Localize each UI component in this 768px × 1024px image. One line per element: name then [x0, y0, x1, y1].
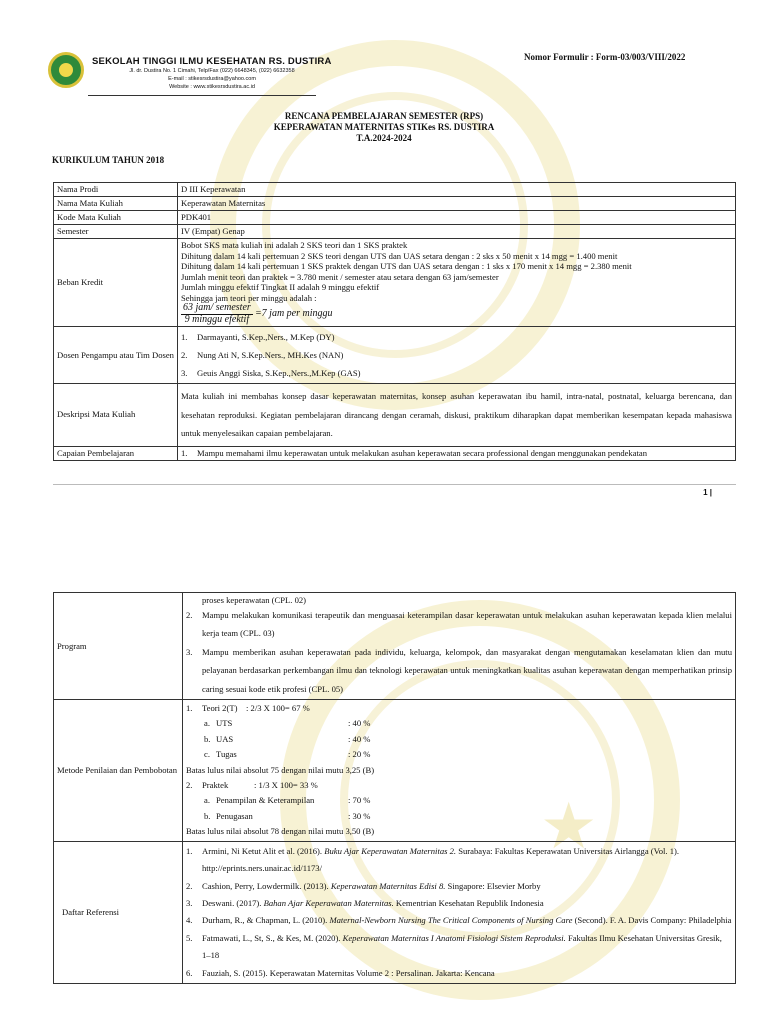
form-number: Nomor Formulir : Form-03/003/VIII/2022 [524, 52, 686, 62]
teori-item: b. UAS : 40 % [204, 733, 371, 744]
beban-line: Jumlah menit teori dan praktek = 3.780 menit / semester atau setara dengan 63 jam/semester [181, 271, 499, 282]
list-item: 1. Darmayanti, S.Kep.,Ners., M.Kep (DY) [181, 332, 335, 342]
capaian-cell: 1. Mampu memahami ilmu keperawatan untuk melakukan asuhan keperawatan secara professional dengan menggunakan pendekatan [178, 446, 736, 460]
capaian-item: Mampu memahami ilmu keperawatan untuk melakukan asuhan keperawatan secara professional dengan menggunakan pendekatan [197, 447, 648, 458]
praktek-item: b. Penugasan : 30 % [204, 810, 371, 821]
watermark-star-icon: ★ [540, 790, 598, 864]
table-row [54, 593, 736, 700]
beban-line: Dihitung dalam 14 kali pertemuan 1 SKS praktek dengan UTS dan UAS setara dengan : 1 sks x 170 menit x 14 mgg = 2.380 menit [181, 261, 632, 271]
row-label: Program [54, 593, 183, 700]
row-value: IV (Empat) Genap [178, 225, 736, 239]
table-row [54, 384, 736, 447]
program-continuation: proses keperawatan (CPL. 02) [202, 595, 307, 605]
institution-website: Website : www.stikesrsdustira.ac.id [169, 84, 255, 90]
document-title-1: RENCANA PEMBELAJARAN SEMESTER (RPS) [284, 111, 484, 121]
reference-item: 1. Armini, Ni Ketut Alit et al. (2016). Buku Ajar Keperawatan Maternitas 2. Surabaya: Fakultas Keperawatan Universitas Airlangga (Vol. 1). http://eprints.ners.unair.ac.id/1173/ [186, 845, 680, 874]
page-gap [0, 512, 768, 590]
referensi-cell [183, 841, 736, 983]
table-row [54, 700, 736, 842]
row-label: Deskripsi Mata Kuliah [54, 384, 178, 447]
table-row [54, 446, 736, 460]
beban-line: Dihitung dalam 14 kali pertemuan 2 SKS teori dengan UTS dan UAS setara dengan : 2 sks x 50 menit x 14 mgg = 1.400 menit [181, 250, 618, 261]
row-label: Dosen Pengampu atau Tim Dosen [54, 327, 178, 384]
row-label: Kode Mata Kuliah [54, 211, 178, 225]
praktek-pass: Batas lulus nilai absolut 78 dengan nilai mutu 3,50 (B) [186, 826, 375, 837]
beban-line: Sehingga jam teori per minggu adalah : [181, 292, 317, 303]
institution-logo [48, 52, 84, 88]
table-row [54, 197, 736, 211]
table-row [54, 183, 736, 197]
row-label: Daftar Referensi [54, 841, 183, 983]
list-item: 2. Mampu melakukan komunikasi terapeutik dan menguasai keterampilan dasar keperawatan untuk melakukan asuhan keperawatan kepada klien melalui kerja team (CPL. 03) [186, 610, 732, 639]
row-label: Semester [54, 225, 178, 239]
document-title-2: KEPERAWATAN MATERNITAS STIKes RS. DUSTIRA [273, 122, 495, 132]
table-row [54, 225, 736, 239]
program-list [186, 606, 732, 698]
row-label: Nama Mata Kuliah [54, 197, 178, 211]
beban-formula [181, 303, 732, 325]
table-row [54, 327, 736, 384]
beban-line: Jumlah minggu efektif Tingkat II adalah 9 minggu efektif [181, 282, 380, 292]
formula-result: =7 jam per minggu [254, 307, 333, 319]
rps-table-page-1 [53, 182, 736, 461]
reference-item: 2. Cashion, Perry, Lowdermilk. (2013). Keperawatan Maternitas Edisi 8. Singapore: Elsevier Morby [186, 880, 541, 891]
list-item: 3. Mampu memberikan asuhan keperawatan pada individu, keluarga, kelompok, dan masyarakat dengan mengutamakan keselamatan klien dan mutu pelayanan berdasarkan perkembangan ilmu dan teknologi keperawatan untuk meningkatkan kualitas asuhan keperawatan dengan memperhatikan prinsip caring sesuai kode etik profesi (CPL. 05) [186, 646, 732, 694]
institution-name: SEKOLAH TINGGI ILMU KESEHATAN RS. DUSTIRA [92, 56, 332, 67]
page-2 [0, 590, 768, 1024]
row-value: PDK401 [178, 211, 736, 225]
rps-table-page-2 [53, 592, 736, 984]
teori-item: a. UTS : 40 % [204, 718, 371, 729]
reference-item: 4. Durham, R., & Chapman, L. (2010). Maternal-Newborn Nursing The Critical Components of Nursing Care (Second). F. A. Davis Company: Philadelphia [186, 915, 732, 926]
header-rule [88, 95, 316, 96]
program-cell [183, 593, 736, 700]
praktek-row: 2. Praktek : 1/3 X 100= 33 % [186, 780, 318, 791]
dosen-cell [178, 327, 736, 384]
institution-email: E-mail : stikesrsdustira@yahoo.com [168, 76, 256, 82]
teori-item: c. Tugas : 20 % [204, 749, 371, 760]
teori-pass: Batas lulus nilai absolut 75 dengan nilai mutu 3,25 (B) [186, 764, 375, 775]
page-footer-rule [53, 484, 736, 485]
reference-list [186, 843, 732, 982]
dosen-list [181, 328, 732, 382]
page-number: 1 | [703, 488, 712, 497]
table-row [54, 239, 736, 327]
reference-item: 3. Deswani. (2017). Bahan Ajar Keperawatan Maternitas. Kementrian Kesehatan Republik Indonesia [186, 897, 544, 908]
list-item: 3. Geuis Anggi Siska, S.Kep.,Ners.,M.Kep (GAS) [181, 368, 361, 378]
table-row [54, 841, 736, 983]
reference-item: 6. Fauziah, S. (2015). Keperawatan Maternitas Volume 2 : Persalinan. Jakarta: Kencana [186, 967, 495, 978]
praktek-item: a. Penampilan & Keterampilan : 70 % [204, 795, 371, 806]
formula-denominator: 9 minggu efektif [184, 313, 250, 325]
row-label: Metode Penilaian dan Pembobotan [54, 700, 183, 842]
row-label: Beban Kredit [54, 239, 178, 327]
beban-kredit-cell [178, 239, 736, 327]
row-value: Keperawatan Maternitas [178, 197, 736, 211]
teori-row: 1. Teori 2(T) : 2/3 X 100= 67 % [186, 703, 310, 714]
institution-address: Jl. dr. Dustira No. 1 Cimahi, Telp/Fax (022) 6648345, (022) 6632358 [129, 68, 295, 74]
row-value: D III Keperawatan [178, 183, 736, 197]
list-item: 2. Nung Ati N, S.Kep.Ners., MH.Kes (NAN) [181, 350, 344, 360]
curriculum-heading: KURIKULUM TAHUN 2018 [52, 155, 165, 165]
formula-numerator: 63 jam/ semester [183, 302, 251, 313]
document-title-3: T.A.2024-2024 [356, 133, 412, 143]
row-label: Nama Prodi [54, 183, 178, 197]
formula-fraction [181, 303, 253, 325]
table-row [54, 211, 736, 225]
row-value: Mata kuliah ini membahas konsep dasar keperawatan maternitas, konsep asuhan keperawatan ibu hamil, intra-natal, postnatal, keluarga berencana, dan kesehatan reproduksi. Kegiatan pembelajaran dirancang dengan ceramah, diskusi, praktikum diharapkan dapat memberikan kesempatan kepada mahasiswa untuk menyelesaikan capaian pembelajaran. [178, 384, 736, 447]
metode-cell [183, 700, 736, 842]
beban-line: Bobot SKS mata kuliah ini adalah 2 SKS teori dan 1 SKS praktek [181, 240, 408, 250]
reference-item: 5. Fatmawati, L., St, S., & Kes, M. (2020). Keperawatan Maternitas I Anatomi Fisiologi Sistem Reproduksi. Fakultas Ilmu Kesehatan Universitas Gresik, 1–18 [186, 932, 722, 961]
row-label: Capaian Pembelajaran [54, 446, 178, 460]
